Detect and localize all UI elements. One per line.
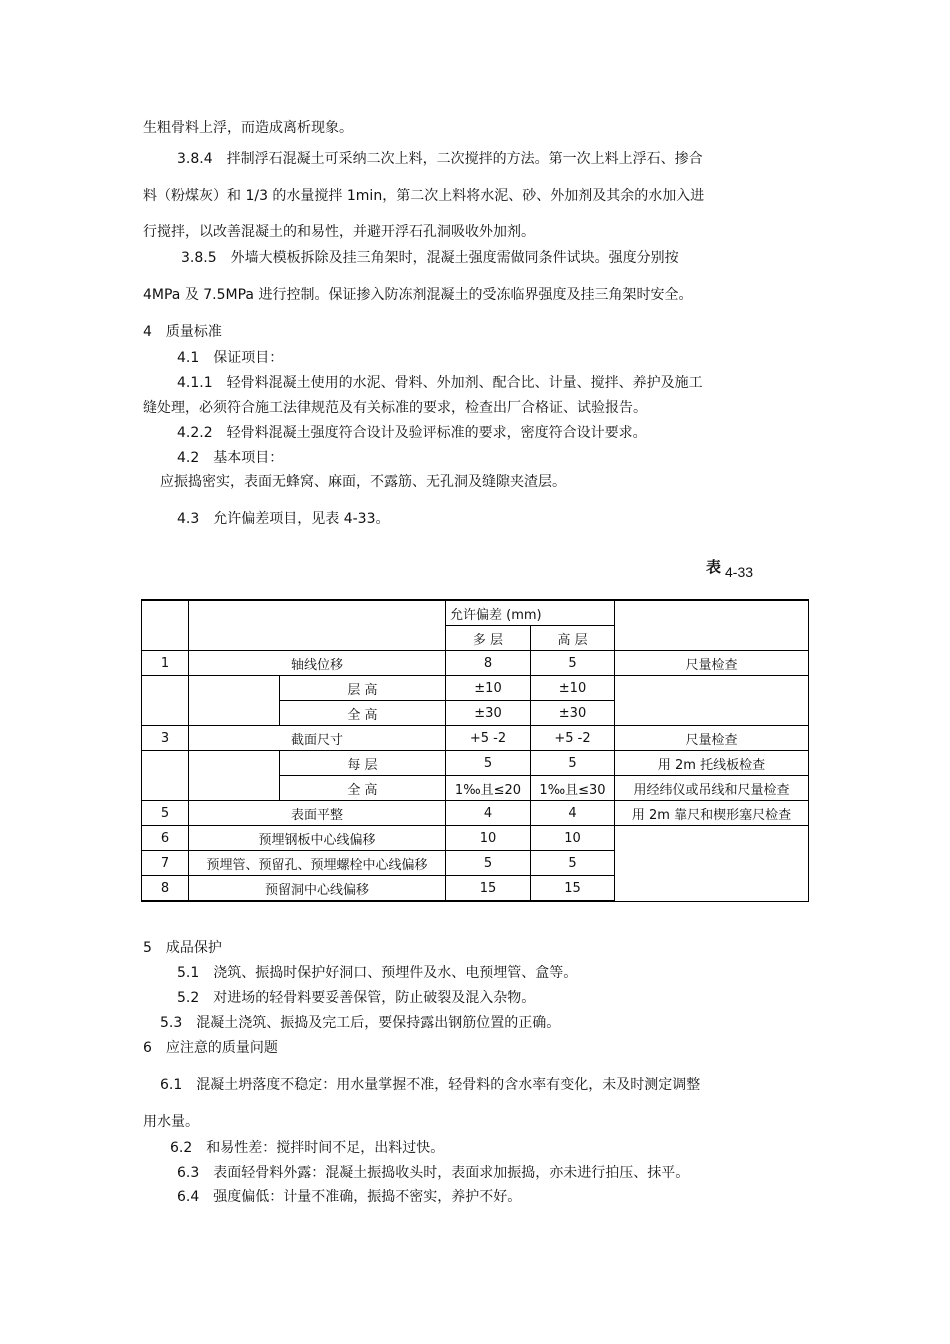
paragraph-line: 用水量。 (143, 1114, 199, 1130)
cell-no: 7 (142, 851, 189, 876)
paragraph-line: 行搅拌，以改善混凝土的和易性，并避开浮石孔洞吸收外加剂。 (143, 224, 535, 240)
paragraph-line: 6.3 表面轻骨料外露：混凝土振捣收头时，表面求加振捣，亦未进行拍压、抹平。 (177, 1165, 690, 1181)
cell-method: 用 2m 托线板检查 (615, 751, 809, 776)
cell-multi: 10 (446, 826, 531, 851)
paragraph-line: 6.1 混凝土坍落度不稳定：用水量掌握不准，轻骨料的含水率有变化，未及时测定调整 (160, 1077, 701, 1093)
paragraph-line: 5.1 浇筑、振捣时保护好洞口、预埋件及水、电预埋管、盒等。 (177, 965, 578, 981)
cell-sub: 全 高 (280, 701, 446, 726)
table-row (142, 751, 809, 776)
cell-no: 5 (142, 801, 189, 826)
cell-no (142, 751, 189, 801)
cell-method (615, 676, 809, 726)
table-row (142, 801, 809, 826)
cell-multi: 15 (446, 876, 531, 902)
paragraph-line: 料（粉煤灰）和 1/3 的水量搅拌 1min，第二次上料将水泥、砂、外加剂及其余的水加入进 (143, 188, 705, 204)
header-cell-no (142, 600, 189, 651)
cell-sub: 层 高 (280, 676, 446, 701)
table-caption-label: 表 (706, 558, 722, 576)
paragraph-line: 6.4 强度偏低：计量不准确，振捣不密实，养护不好。 (177, 1189, 522, 1205)
cell-item: 预埋管、预留孔、预埋螺栓中心线偏移 (189, 851, 446, 876)
cell-multi: 4 (446, 801, 531, 826)
cell-multi: 5 (446, 751, 531, 776)
cell-item: 预留洞中心线偏移 (189, 876, 446, 902)
cell-multi: 8 (446, 651, 531, 676)
table-caption (706, 556, 754, 580)
cell-method: 尺量检查 (615, 726, 809, 751)
cell-sub: 全 高 (280, 776, 446, 801)
table-caption-number: 4-33 (725, 564, 754, 580)
header-cell-item (189, 600, 446, 651)
cell-item (189, 751, 280, 801)
paragraph-line: 3.8.5 外墙大模板拆除及挂三角架时，混凝土强度需做同条件试块。强度分别按 (181, 250, 679, 266)
paragraph-line: 5.2 对进场的轻骨料要妥善保管，防止破裂及混入杂物。 (177, 990, 536, 1006)
table-header-row (142, 600, 809, 626)
header-cell-method (615, 600, 809, 651)
cell-no (142, 676, 189, 726)
table-row (142, 826, 809, 851)
cell-multi: ±10 (446, 676, 531, 701)
cell-item: 截面尺寸 (189, 726, 446, 751)
cell-method (615, 826, 809, 902)
cell-high: 5 (531, 851, 615, 876)
table-row (142, 651, 809, 676)
section-heading: 6 应注意的质量问题 (143, 1040, 278, 1056)
cell-no: 8 (142, 876, 189, 902)
cell-sub: 每 层 (280, 751, 446, 776)
cell-method: 用 2m 靠尺和楔形塞尺检查 (615, 801, 809, 826)
cell-no: 3 (142, 726, 189, 751)
cell-item (189, 676, 280, 726)
cell-method: 用经纬仪或吊线和尺量检查 (615, 776, 809, 801)
cell-high: +5 -2 (531, 726, 615, 751)
cell-high: 1‰且≤30 (531, 776, 615, 801)
paragraph-line: 生粗骨料上浮，而造成离析现象。 (143, 120, 353, 136)
cell-item: 表面平整 (189, 801, 446, 826)
cell-high: ±10 (531, 676, 615, 701)
cell-no: 6 (142, 826, 189, 851)
cell-method: 尺量检查 (615, 651, 809, 676)
cell-high: 5 (531, 751, 615, 776)
cell-multi: 1‰且≤20 (446, 776, 531, 801)
cell-multi: ±30 (446, 701, 531, 726)
cell-item: 预埋钢板中心线偏移 (189, 826, 446, 851)
paragraph-line: 4.2 基本项目： (177, 450, 284, 466)
paragraph-line: 应振捣密实，表面无蜂窝、麻面，不露筋、无孔洞及缝隙夹渣层。 (160, 474, 566, 490)
paragraph-line: 5.3 混凝土浇筑、振捣及完工后，要保持露出钢筋位置的正确。 (160, 1015, 561, 1031)
paragraph-line: 4.1 保证项目： (177, 350, 284, 366)
cell-high: 15 (531, 876, 615, 902)
cell-no: 1 (142, 651, 189, 676)
paragraph-line: 4.2.2 轻骨料混凝土强度符合设计及验评标准的要求，密度符合设计要求。 (177, 425, 647, 441)
cell-item: 轴线位移 (189, 651, 446, 676)
table-row (142, 676, 809, 701)
cell-high: 5 (531, 651, 615, 676)
section-heading: 4 质量标准 (143, 324, 222, 340)
cell-high: ±30 (531, 701, 615, 726)
tolerance-table (141, 599, 809, 902)
cell-multi: 5 (446, 851, 531, 876)
paragraph-line: 缝处理，必须符合施工法律规范及有关标准的要求，检查出厂合格证、试验报告。 (143, 400, 647, 416)
cell-high: 10 (531, 826, 615, 851)
header-cell-allowed: 允许偏差 (mm) (446, 600, 615, 626)
section-heading: 5 成品保护 (143, 940, 222, 956)
header-cell-high: 高 层 (531, 626, 615, 651)
paragraph-line: 6.2 和易性差：搅拌时间不足，出料过快。 (170, 1140, 445, 1156)
cell-high: 4 (531, 801, 615, 826)
paragraph-line: 4MPa 及 7.5MPa 进行控制。保证掺入防冻剂混凝土的受冻临界强度及挂三角架时安全。 (143, 287, 693, 303)
paragraph-line: 3.8.4 拌制浮石混凝土可采纳二次上料，二次搅拌的方法。第一次上料上浮石、掺合 (177, 151, 703, 167)
paragraph-line: 4.1.1 轻骨料混凝土使用的水泥、骨料、外加剂、配合比、计量、搅拌、养护及施工 (177, 375, 703, 391)
paragraph-line: 4.3 允许偏差项目，见表 4-33。 (177, 511, 390, 527)
table-row (142, 726, 809, 751)
cell-multi: +5 -2 (446, 726, 531, 751)
header-cell-multi: 多 层 (446, 626, 531, 651)
